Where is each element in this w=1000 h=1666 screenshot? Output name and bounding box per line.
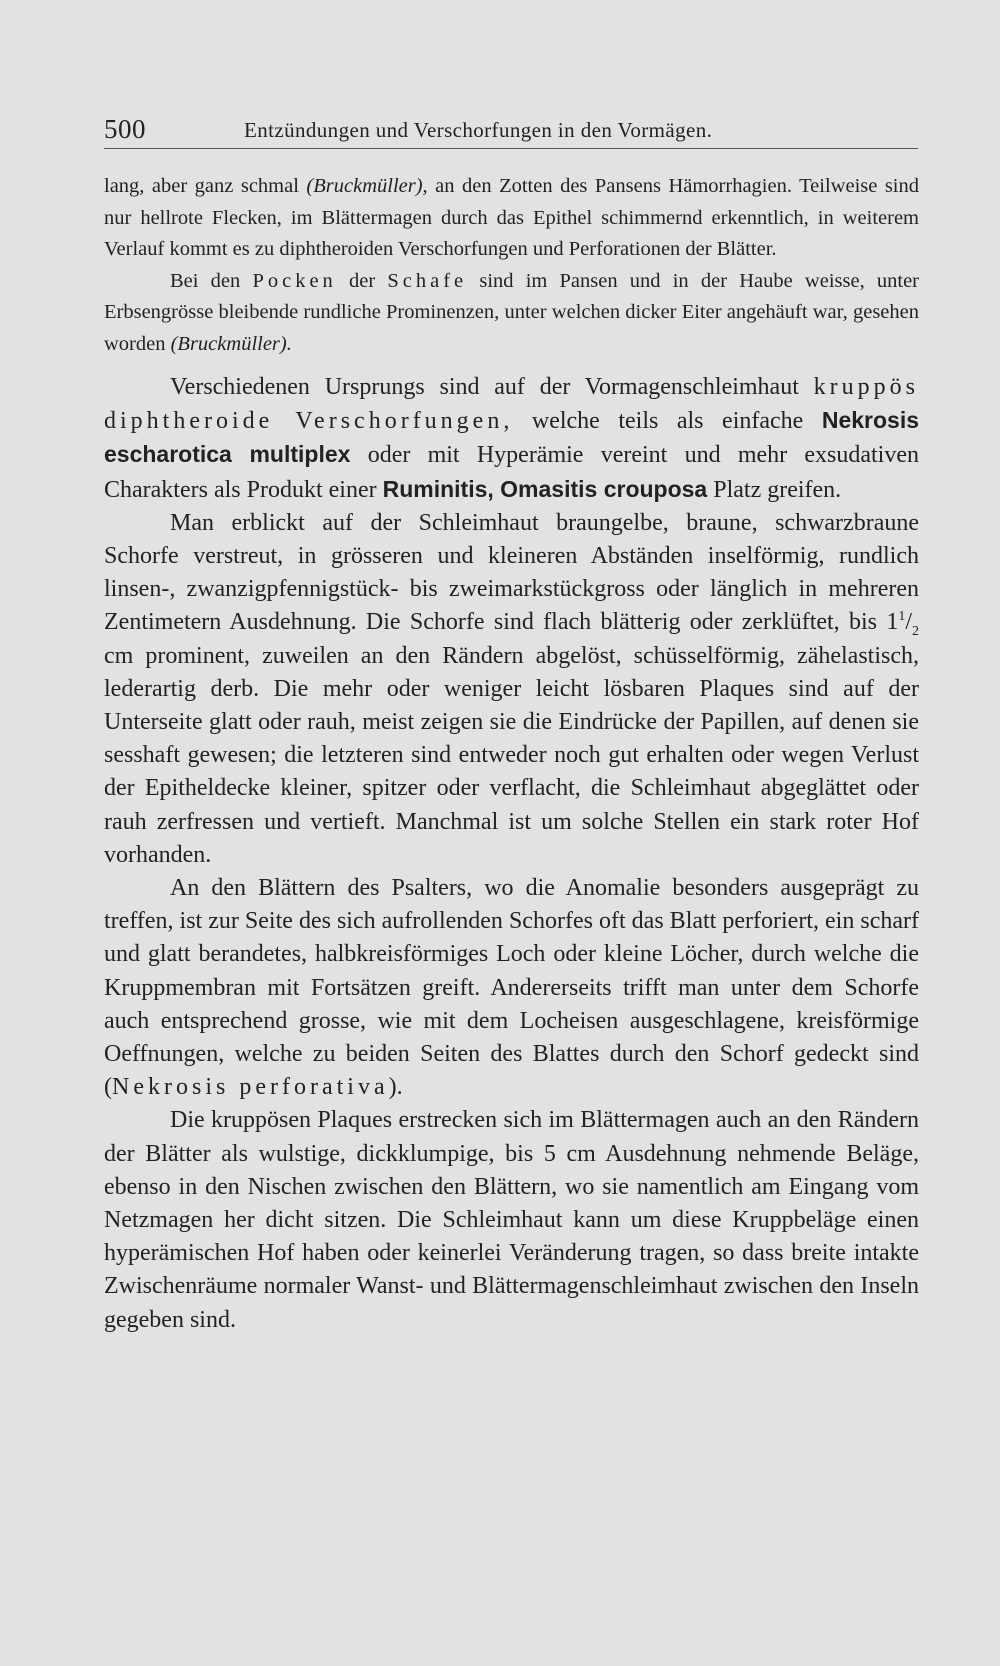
spaced-term: Nekrosis perforativa xyxy=(112,1074,389,1101)
main-paragraph-4: Die kruppösen Plaques erstrecken sich im Blättermagen auch an den Rändern der Blätter als wulstige, dickklumpige, bis 5 cm Ausdehnung nehmende Beläge, ebenso in den Nischen zwischen den Blättern, wo sie namentlich am Eingang vom Netzmagen her dicht sitzen. Die Schleimhaut kann um diese Kruppbeläge einen hyperämischen Hof haben oder keinerlei Veränderung tragen, so dass breite intakte Zwischenräume normaler Wanst- und Blättermagenschleimhaut zwischen den Inseln gegeben sind. xyxy=(104,1107,919,1333)
text-run: An den Blättern des Psalters, wo die Anomalie besonders ausgeprägt zu treffen, ist zur Seite des sich aufrollenden Schorfes oft das Blatt perforiert, ein scharf und glatt berandetes, halbkreisförmiges Loch oder kleine Löcher, durch welche die Kruppmembran mit Fortsätzen greift. Andererseits trifft man unter dem Schorfe auch entsprechend grosse, wie mit dem Locheisen ausgeschlagene, kreisförmige Oeffnungen, welche zu beiden Seiten des Blattes durch den Schorf gedeckt sind ( xyxy=(104,875,919,1101)
main-paragraph-2 xyxy=(104,507,919,872)
citation: (Bruckmüller), xyxy=(306,175,428,197)
bold-term: Ruminitis, Omasitis crouposa xyxy=(382,475,708,502)
text-run: Bei den xyxy=(170,269,253,292)
bold-term: Nekrosis escharotica multiplex xyxy=(104,407,920,468)
text-run: der xyxy=(336,269,388,292)
main-text-block xyxy=(104,371,919,1337)
fraction-numerator: 1 xyxy=(898,609,906,625)
text-run: cm prominent, zuweilen an den Rändern abgelöst, schüsselförmig, zähelastisch, lederartig derb. Die mehr oder weniger leicht lösbaren Plaques sind auf der Unterseite glatt oder rauh, meist zeigen sie die Eindrücke der Papillen, auf denen sie sesshaft gewesen; die letzteren sind entweder noch gut erhalten oder wegen Verlust der Epitheldecke kleiner, spitzer oder verflacht, die Schleimhaut abgeglättet oder rauh zerfressen und vertieft. Manchmal ist um solche Stellen ein stark roter Hof vorhanden. xyxy=(104,642,919,868)
text-run: Platz greifen. xyxy=(707,476,842,503)
fraction-slash: / xyxy=(905,609,912,636)
citation: (Bruckmüller). xyxy=(170,332,292,355)
text-run: an den Zotten des Pansens Hämorrhagien. Teilweise sind nur hellrote Flecken, im Blättermagen durch das Epithel schimmernd erkenntlich, in weiterem Verlauf kommt es zu diphtheroiden Verschorfungen und Perforationen der Blätter. xyxy=(104,175,919,260)
page-number: 500 xyxy=(104,114,146,144)
text-run: sind im Pansen und in der Haube weisse, unter Erbsengrösse bleibende rundliche Prominenzen, unter welchen dicker Eiter angehäuft war, gesehen worden xyxy=(104,269,919,355)
small-paragraph-1 xyxy=(104,171,919,266)
text-run: lang, aber ganz schmal xyxy=(104,175,307,197)
small-print-block xyxy=(104,171,919,360)
page-header xyxy=(104,112,916,152)
main-paragraph-3 xyxy=(104,872,919,1104)
text-run: Verschiedenen Ursprungs sind auf der Vormagenschleimhaut xyxy=(170,374,814,400)
text-run: oder mit Hyperämie vereint und mehr exsudativen Charakters als Produkt einer xyxy=(104,442,920,503)
main-paragraph-1 xyxy=(104,371,919,507)
text-run: welche teils als einfache xyxy=(513,408,822,435)
spaced-term: kruppös diphtheroide Verschorfungen, xyxy=(104,374,919,435)
text-run: Man erblickt auf der Schleimhaut braungelbe, braune, schwarzbraune Schorfe verstreut, in grösseren und kleineren Abständen inselförmig, rundlich linsen-, zwanzigpfennigstück- bis zweimarkstückgross oder länglich in mehreren Zentimetern Ausdehnung. Die Schorfe sind flach blätterig oder zerklüftet, bis 1 xyxy=(104,509,919,636)
spaced-term: Schafe xyxy=(387,269,468,292)
small-paragraph-2 xyxy=(104,266,919,361)
running-title: Entzündungen und Verschorfungen in den Vormägen. xyxy=(244,118,713,142)
spaced-term: Pocken xyxy=(252,269,337,292)
fraction-denominator: 2 xyxy=(912,624,919,640)
header-rule xyxy=(104,148,918,149)
text-run: ). xyxy=(388,1074,403,1101)
